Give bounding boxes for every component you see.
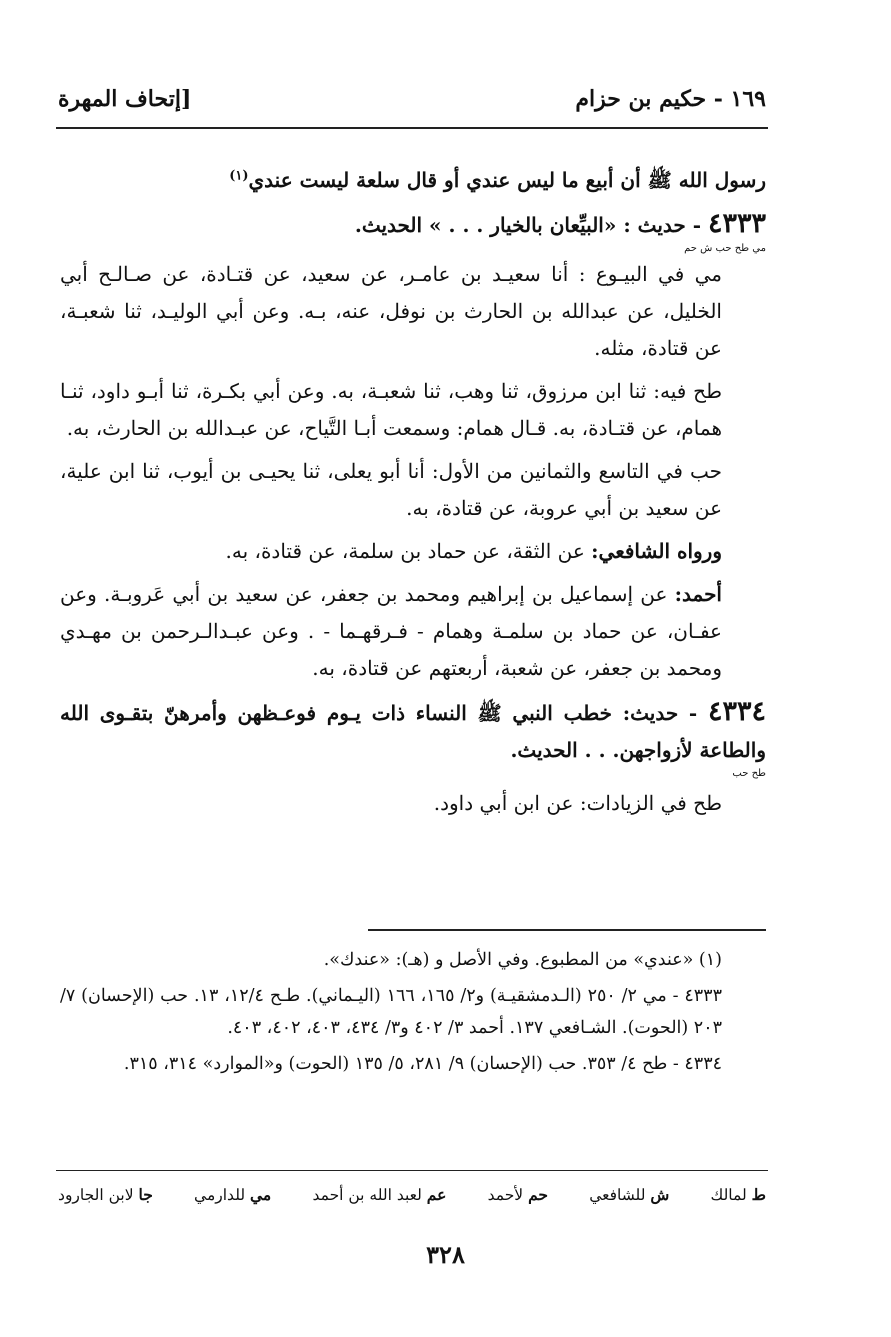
book-title: [إتحاف المهرة (58, 86, 192, 112)
shafii-text: عن الثقة، عن حماد بن سلمة، عن قتادة، به. (225, 539, 592, 563)
footnote-ref: (١) (229, 168, 249, 184)
chapter-title: ١٦٩ - حكيم بن حزام (575, 86, 766, 112)
abbrev-code: حم (528, 1185, 548, 1204)
abbrev-item (488, 1185, 548, 1204)
abbrev-name: لعبد الله بن أحمد (312, 1186, 422, 1204)
hadith-label: حديث: (622, 701, 679, 725)
footnote-1: (١) «عندي» من المطبوع. وفي الأصل و (هـ): «عندك». (323, 950, 722, 970)
hadith-label: حديث : (623, 213, 686, 237)
abbrev-code: مي (250, 1185, 272, 1204)
heading-dash: - (685, 213, 708, 237)
page-number: ٣٢٨ (426, 1240, 465, 1269)
abbrev-name: لمالك (710, 1186, 747, 1204)
abbrev-item (312, 1185, 446, 1204)
paragraph-tah: طح فيه: ثنا ابن مرزوق، ثنا وهب، ثنا شعبـة، به. وعن أبي بكـرة، ثنا أبـو داود، ثنـا همام، عن قتـادة، به. قـال همام: وسمعت أبـا التَّياح، عن عبـدالله بن الحارث، به. (60, 379, 722, 440)
marginal-sigla: طح حب (732, 768, 766, 779)
abbrev-item (194, 1185, 271, 1204)
header-rule (56, 127, 768, 129)
bottom-rule (56, 1170, 768, 1171)
abbrev-code: جا (138, 1185, 153, 1204)
hadith-number: ٤٣٣٣ (707, 208, 766, 239)
hadith-text: «البيِّعان بالخيار . . . » الحديث. (354, 213, 624, 237)
abbrev-code: ط (751, 1185, 766, 1204)
abbrev-code: ش (650, 1185, 670, 1204)
ahmad-text: عن إسماعيل بن إبراهيم ومحمد بن جعفر، عن سعيد بن أبي عَروبـة. وعن عفـان، عن حماد بن سلمـة وهمام - فـرقهـما - . وعن عبـدالـرحمن بن مهـدي ومحمد بن جعفر، عن شعبة، أربعتهم عن قتادة، به. (60, 582, 722, 680)
shafii-label: ورواه الشافعي: (591, 539, 722, 563)
paragraph-hib: حب في التاسع والثمانين من الأول: أنا أبو يعلى، ثنا يحيـى بن أيوب، ثنا ابن علية، عن سعيد بن أبي عروبة، عن قتادة، به. (60, 459, 722, 520)
abbrev-name: لابن الجارود (58, 1186, 134, 1204)
ahmad-label: أحمد: (674, 582, 722, 606)
abbreviation-key (58, 1185, 766, 1204)
hadith-heading-4333 (60, 205, 766, 244)
hadith-number: ٤٣٣٤ (707, 696, 766, 727)
paragraph-ziyadat: طح في الزيادات: عن ابن أبي داود. (433, 791, 722, 815)
main-text (60, 162, 766, 822)
heading-dash: - (678, 701, 708, 725)
hadith-heading-4334 (60, 693, 766, 769)
footnotes (60, 944, 766, 1084)
paragraph-ahmad (60, 576, 766, 687)
continued-line (60, 162, 766, 199)
paragraph-mi: مي في البيـوع : أنا سعيـد بن عامـر، عن سعيد، عن قتـادة، عن صـالـح أبي الخليل، عن عبدالله بن الحارث بن نوفل، عنه، بـه. وعن أبي الوليـد، ثنا شعبـة، عن قتادة، مثله. (60, 262, 722, 360)
page-header (58, 82, 766, 118)
footnote-rule (368, 929, 766, 931)
abbrev-name: للشافعي (589, 1186, 646, 1204)
source-note-4334: ٤٣٣٤ - طح ٤/ ٣٥٣. حب (الإحسان) ٩/ ٢٨١، ٥/ ١٣٥ (الحوت) و«الموارد» ٣١٤، ٣١٥. (123, 1054, 722, 1074)
abbrev-item (711, 1185, 766, 1204)
marginal-sigla: مي طح حب ش حم (684, 243, 766, 254)
paragraph-shafii (60, 533, 766, 570)
abbrev-name: لأحمد (487, 1186, 524, 1204)
abbrev-item (58, 1185, 153, 1204)
hadith-text: خطب النبي ﷺ النساء ذات يـوم فوعـظهن وأمرهنّ بتقـوى الله والطاعة لأزواجهن. . . الحديث. (60, 701, 766, 762)
continued-line-text: رسول الله ﷺ أن أبيع ما ليس عندي أو قال سلعة ليست عندي (248, 168, 766, 192)
abbrev-item (589, 1185, 669, 1204)
source-note-4333: ٤٣٣٣ - مي ٢/ ٢٥٠ (الـدمشقيـة) و٢/ ١٦٥، ١٦٦ (اليـماني). طـح ١٢/٤، ١٣. حب (الإحسان) ٧/ ٢٠٣ (الحوت). الشـافعي ١٣٧. أحمد ٣/ ٤٠٢ و٣/ ٤٣٤، ٤٠٣، ٤٠٢، ٤٠٣. (60, 986, 722, 1038)
abbrev-name: للدارمي (194, 1186, 246, 1204)
abbrev-code: عم (426, 1185, 447, 1204)
